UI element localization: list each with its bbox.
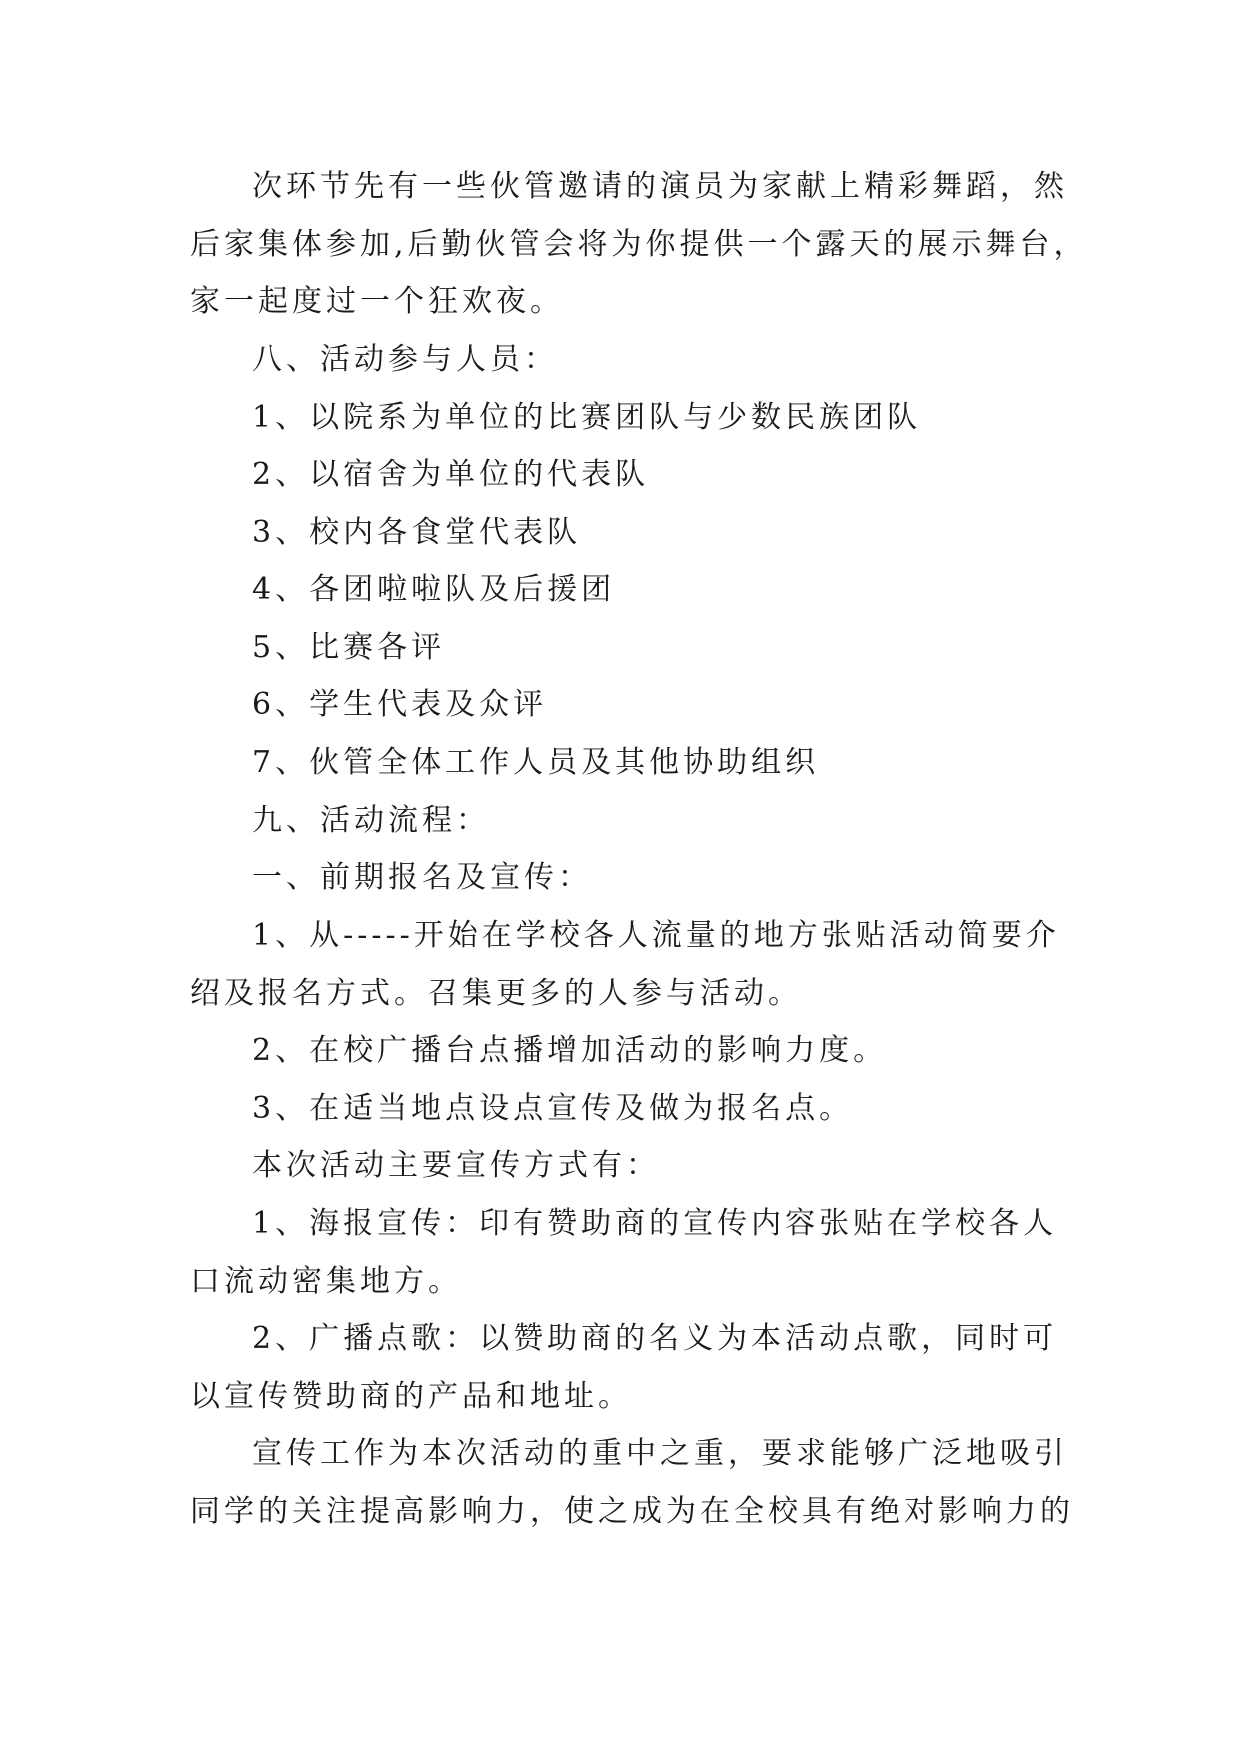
body-line: 口流动密集地方。 (190, 1264, 462, 1299)
list-item: 1、从-----开始在学校各人流量的地方张贴活动简要介 (252, 918, 1060, 953)
list-item: 2、在校广播台点播增加活动的影响力度。 (252, 1033, 888, 1068)
body-line: 次环节先有一些伙管邀请的演员为家献上精彩舞蹈，然 (252, 169, 1068, 204)
body-line: 绍及报名方式。召集更多的人参与活动。 (190, 976, 802, 1011)
section-heading: 九、活动流程： (252, 803, 490, 838)
body-line: 以宣传赞助商的产品和地址。 (190, 1379, 632, 1414)
list-item: 1、海报宣传：印有赞助商的宣传内容张贴在学校各人 (252, 1206, 1058, 1241)
list-item: 2、广播点歌：以赞助商的名义为本活动点歌，同时可 (252, 1321, 1058, 1356)
list-item: 3、校内各食堂代表队 (252, 515, 582, 550)
body-line: 家一起度过一个狂欢夜。 (190, 284, 564, 319)
subsection-heading: 一、前期报名及宣传： (252, 860, 592, 895)
body-line: 同学的关注提高影响力，使之成为在全校具有绝对影响力的 (190, 1494, 1074, 1529)
section-heading: 八、活动参与人员： (252, 342, 558, 377)
body-line: 本次活动主要宣传方式有： (252, 1148, 660, 1183)
list-item: 4、各团啦啦队及后援团 (252, 572, 616, 607)
body-line: 后家集体参加,后勤伙管会将为你提供一个露天的展示舞台， (190, 227, 1088, 262)
body-line: 宣传工作为本次活动的重中之重，要求能够广泛地吸引 (252, 1436, 1068, 1471)
list-item: 5、比赛各评 (252, 630, 446, 665)
list-item: 2、以宿舍为单位的代表队 (252, 457, 650, 492)
list-item: 1、以院系为单位的比赛团队与少数民族团队 (252, 400, 922, 435)
list-item: 7、伙管全体工作人员及其他协助组织 (252, 745, 820, 780)
list-item: 6、学生代表及众评 (252, 687, 548, 722)
list-item: 3、在适当地点设点宣传及做为报名点。 (252, 1091, 854, 1126)
